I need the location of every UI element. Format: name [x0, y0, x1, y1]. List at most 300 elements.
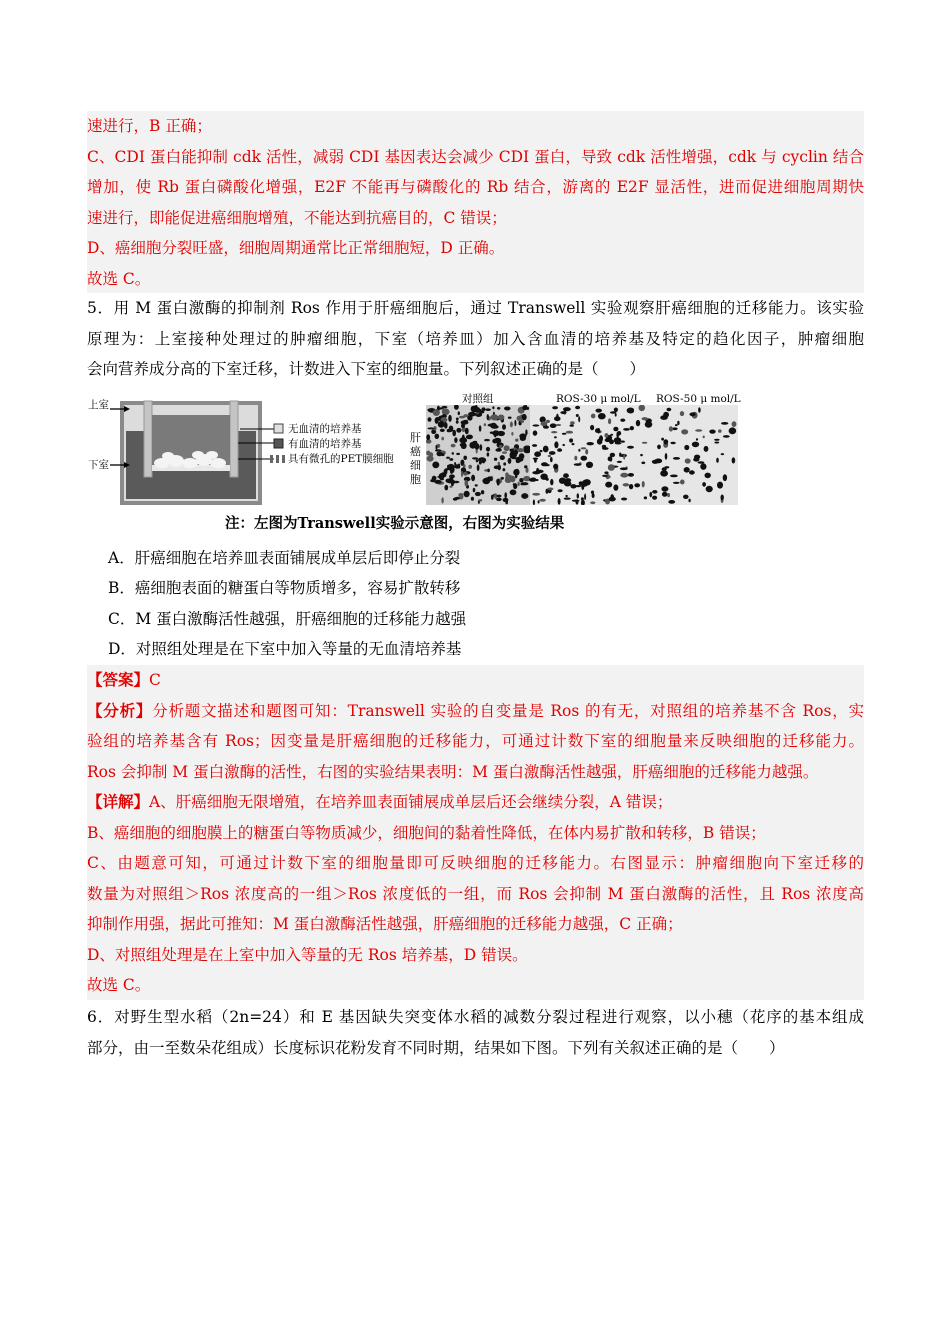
cell-mark: [621, 498, 627, 501]
text-line: C、CDI 蛋白能抑制 cdk 活性，减弱 CDI 基因表达会减少 CDI 蛋白，导致 cdk 活性增强，cdk 与 cyclin 结合: [87, 147, 864, 166]
cell-mark: [627, 408, 635, 414]
cell-mark: [443, 411, 450, 414]
cell-mark: [521, 493, 528, 499]
cell-mark: [427, 427, 434, 429]
text-line: C、由题意可知，可通过计数下室的细胞量即可反映细胞的迁移能力。右图显示：肿瘤细胞向下室迁移的: [87, 854, 864, 872]
cell-mark: [604, 471, 608, 474]
cell-mark: [497, 495, 502, 498]
cell-mark: [459, 437, 467, 443]
cell-mark: [570, 424, 574, 426]
cell-mark: [487, 452, 490, 456]
cell-mark: [513, 483, 516, 485]
cell-mark: [709, 430, 715, 434]
cell-mark: [602, 475, 608, 477]
cell-mark: [563, 473, 569, 478]
cell-mark: [504, 407, 511, 411]
cell-mark: [476, 459, 479, 462]
cell-mark: [721, 495, 724, 501]
cell-mark: [461, 471, 463, 477]
cell-mark: [669, 426, 673, 431]
cell-mark: [598, 413, 606, 419]
cell-mark: [499, 445, 502, 449]
cell-mark: [434, 480, 442, 484]
cell-mark: [513, 469, 519, 476]
column-label-ros30: ROS-30 μ mol/L: [556, 393, 641, 405]
legend-serum: 有血清的培养基: [288, 438, 362, 450]
cell-mark: [644, 496, 647, 499]
option-a: A．肝癌细胞在培养皿表面铺展成单层后即停止分裂: [108, 549, 461, 567]
cell-mark: [570, 484, 576, 488]
micrograph-panels: [426, 405, 738, 505]
cell-mark: [596, 409, 602, 413]
text-line: 抑制作用强，据此可推知：M 蛋白激酶活性越强，肝癌细胞的迁移能力越强，C 正确；: [87, 915, 683, 933]
cell-mark: [604, 433, 608, 438]
cell-mark: [610, 434, 613, 436]
text-line: Ros 会抑制 M 蛋白激酶的活性，右图的实验结果表明：M 蛋白激酶活性越强，肝癌细胞的迁移能力越强。: [87, 762, 819, 781]
cell-mark: [554, 436, 557, 438]
cell-mark: [532, 493, 540, 496]
cell-mark: [548, 455, 551, 457]
cell-mark: [447, 429, 452, 432]
cell-mark: [491, 425, 499, 429]
cell-mark: [540, 417, 545, 422]
text-line: D、对照组处理是在上室中加入等量的无 Ros 培养基，D 错误。: [87, 945, 528, 964]
cell-mark: [630, 426, 634, 430]
cell-mark: [487, 469, 490, 473]
cell-mark: [723, 474, 727, 481]
cell-mark: [556, 424, 562, 426]
cell-mark: [545, 478, 548, 480]
cell-mark: [520, 420, 524, 423]
legend-no-serum: 无血清的培养基: [288, 423, 362, 435]
cell-mark: [481, 490, 484, 494]
transwell-schematic: [88, 393, 408, 505]
cell-mark: [451, 482, 454, 486]
cell-mark: [532, 444, 537, 447]
cell-mark: [515, 439, 518, 442]
cell-mark: [581, 447, 587, 449]
cell-mark: [446, 457, 450, 459]
cell-mark: [525, 429, 527, 435]
cell-mark: [599, 435, 603, 442]
cell-mark: [534, 458, 537, 463]
cell-mark: [661, 486, 668, 491]
cell-mark: [522, 405, 527, 410]
cell-mark: [465, 480, 469, 487]
cell-mark: [608, 457, 612, 462]
cell-mark: [577, 493, 579, 498]
answer-continuation-block: [87, 111, 864, 293]
cell-mark: [703, 436, 705, 439]
cell-mark: [531, 478, 536, 481]
column-label-control: 对照组: [462, 393, 494, 405]
cell-mark: [578, 449, 580, 452]
cell-mark: [621, 441, 625, 443]
cell-mark: [441, 497, 443, 503]
question-6-stem: [87, 1002, 864, 1063]
option-d: D．对照组处理是在下室中加入等量的无血清培养基: [108, 640, 462, 658]
cell-mark: [623, 454, 625, 460]
cell-mark: [578, 416, 580, 422]
cell-mark: [433, 409, 440, 416]
cell-mark: [539, 499, 545, 502]
cell-mark: [505, 475, 513, 482]
cell-mark: [458, 411, 460, 415]
cell-mark: [451, 444, 456, 448]
cell-mark: [661, 438, 664, 441]
cell-mark: [670, 475, 678, 478]
cell-mark: [468, 465, 472, 469]
cell-mark: [436, 445, 438, 450]
detail-text: A、肝癌细胞无限增殖，在培养皿表面铺展成单层后还会继续分裂，A 错误；: [149, 793, 673, 811]
cell-mark: [704, 446, 709, 452]
cell-mark: [645, 421, 653, 427]
answer-value: C: [149, 671, 161, 689]
cell-mark: [479, 444, 482, 450]
cell-mark: [463, 456, 467, 460]
cell-mark: [692, 442, 699, 448]
cell-mark: [502, 451, 507, 453]
cell-mark: [700, 463, 706, 470]
cell-mark: [541, 462, 548, 466]
cell-mark: [472, 457, 478, 459]
cell-mark: [584, 494, 586, 501]
cell-mark: [467, 415, 472, 420]
cell-mark: [519, 478, 523, 483]
cell-mark: [465, 428, 469, 435]
cell-mark: [486, 447, 490, 452]
cell-mark: [634, 483, 640, 487]
analysis-line: [87, 696, 864, 727]
cell-mark: [464, 491, 470, 497]
cell-mark: [460, 443, 465, 447]
cell-mark: [507, 475, 509, 480]
cell-mark: [717, 482, 723, 489]
cell-mark: [549, 451, 556, 455]
cell-mark: [562, 444, 565, 446]
cell-mark: [519, 453, 525, 459]
cell-mark: [498, 462, 500, 465]
cell-mark: [479, 425, 482, 431]
cell-mark: [485, 408, 491, 411]
text-line: D、癌细胞分裂旺盛，细胞周期通常比正常细胞短，D 正确。: [87, 239, 505, 257]
cell-mark: [494, 458, 497, 461]
cell-mark: [613, 484, 618, 490]
cell-mark: [570, 421, 575, 424]
cell-mark: [553, 464, 558, 470]
cell-mark: [564, 481, 571, 487]
cell-mark: [566, 431, 574, 434]
cell-mark: [565, 495, 567, 497]
cell-mark: [563, 407, 571, 411]
cell-mark: [714, 439, 719, 441]
cell-mark: [551, 431, 557, 433]
cell-mark: [454, 437, 457, 443]
cell-mark: [547, 488, 553, 491]
cell-mark: [456, 418, 459, 421]
cell-mark: [681, 429, 688, 434]
cell-mark: [652, 496, 657, 500]
cell-mark: [441, 421, 444, 425]
cell-mark: [550, 423, 557, 428]
cell-mark: [614, 408, 618, 413]
cell-mark: [550, 479, 553, 485]
cell-mark: [564, 497, 571, 499]
cell-mark: [667, 408, 672, 411]
cell-mark: [517, 448, 524, 452]
cell-mark: [585, 449, 588, 455]
cell-mark: [591, 414, 596, 419]
cell-mark: [491, 495, 494, 500]
cell-mark: [487, 476, 493, 481]
cell-mark: [718, 429, 722, 432]
cell-mark: [597, 428, 600, 434]
cell-mark: [521, 482, 529, 485]
cell-mark: [617, 461, 622, 463]
cell-mark: [543, 446, 549, 453]
cell-mark: [639, 405, 646, 411]
cell-mark: [591, 491, 594, 495]
cell-mark: [496, 498, 502, 502]
cell-mark: [522, 414, 527, 420]
cell-mark: [558, 489, 563, 492]
cell-mark: [534, 451, 541, 457]
cell-mark: [461, 420, 469, 424]
cell-mark: [667, 493, 670, 497]
cell-mark: [586, 462, 593, 468]
cell-mark: [497, 407, 500, 410]
cell-mark: [502, 424, 506, 430]
cell-mark: [619, 453, 621, 457]
cell-mark: [562, 433, 567, 435]
cell-mark: [705, 473, 711, 479]
text-line: 会向营养成分高的下室迁移，计数进入下室的细胞量。下列叙述正确的是（ ）: [87, 360, 646, 378]
cell-mark: [581, 456, 588, 461]
cell-mark: [524, 465, 527, 468]
text-line: 故选 C。: [87, 976, 151, 994]
cell-mark: [694, 455, 700, 460]
row-label-liver-cancer-cells: 肝癌细胞: [410, 431, 421, 486]
cell-mark: [608, 464, 615, 471]
cell-mark: [471, 497, 474, 501]
cell-mark: [587, 442, 594, 445]
cell-mark: [444, 485, 448, 491]
option-c: C．M 蛋白激酶活性越强，肝癌细胞的迁移能力越强: [108, 610, 467, 628]
cell-mark: [696, 438, 698, 441]
cell-mark: [716, 458, 719, 463]
cell-mark: [487, 414, 489, 420]
cell-mark: [572, 500, 580, 502]
cell-mark: [642, 417, 649, 420]
text-line: 数量为对照组＞Ros 浓度高的一组＞Ros 浓度低的一组，而 Ros 会抑制 M 蛋白激酶的活性，且 Ros 浓度高: [87, 884, 864, 903]
cell-mark: [511, 456, 516, 459]
text-line: 速进行，B 正确；: [87, 117, 212, 135]
cell-mark: [608, 418, 611, 424]
cell-mark: [449, 474, 455, 478]
text-line: 5．用 M 蛋白激酶的抑制剂 Ros 作用于肝癌细胞后，通过 Transwell 实验观察肝癌细胞的迁移能力。该实验: [87, 299, 864, 317]
cell-mark: [475, 405, 478, 411]
cell-mark: [706, 486, 713, 492]
cell-mark: [480, 411, 485, 414]
cell-mark: [723, 435, 730, 438]
cell-mark: [627, 446, 634, 449]
cell-mark: [459, 416, 465, 419]
cell-mark: [673, 457, 680, 460]
cell-mark: [675, 424, 678, 426]
cell-mark: [478, 499, 482, 502]
cell-mark: [510, 422, 513, 428]
cell-mark: [463, 472, 468, 476]
cell-mark: [452, 452, 454, 455]
text-line: 速进行，即能促进癌细胞增殖，不能达到抗癌目的，C 错误；: [87, 208, 507, 227]
text-line: 6．对野生型水稻（2n=24）和 E 基因缺失突变体水稻的减数分裂过程进行观察，以小穗（花序的基本组成: [87, 1008, 864, 1026]
cell-mark: [479, 461, 482, 465]
cell-mark: [523, 446, 531, 451]
analysis-text: 分析题文描述和题图可知：Transwell 实验的自变量是 Ros 的有无，对照组的培养基不含 Ros，实: [152, 701, 864, 720]
option-b: B．癌细胞表面的糖蛋白等物质增多，容易扩散转移: [108, 579, 461, 597]
cell-mark: [503, 462, 506, 465]
cell-mark: [508, 417, 512, 419]
cell-mark: [602, 445, 606, 448]
cell-mark: [520, 436, 526, 441]
cell-mark: [501, 477, 504, 480]
cell-mark: [492, 406, 494, 409]
cell-mark: [613, 427, 618, 432]
cell-mark: [540, 450, 543, 452]
cell-mark: [435, 434, 440, 439]
cell-mark: [683, 495, 689, 499]
cell-mark: [471, 475, 475, 482]
cell-mark: [448, 415, 452, 422]
cell-mark: [620, 419, 625, 422]
cell-mark: [663, 412, 669, 418]
cell-mark: [688, 499, 690, 503]
cell-mark: [673, 482, 680, 484]
cell-mark: [511, 432, 513, 436]
cell-mark: [560, 411, 566, 414]
cell-mark: [484, 423, 486, 426]
cell-mark: [732, 457, 736, 463]
cell-mark: [641, 462, 645, 465]
lower-chamber-label: 下室: [88, 459, 109, 471]
cell-mark: [569, 438, 573, 442]
text-line: 故选 C。: [87, 269, 151, 288]
cell-mark: [451, 466, 454, 473]
cell-mark: [475, 492, 481, 496]
cell-mark: [500, 455, 505, 460]
cell-mark: [447, 465, 450, 469]
cell-mark: [456, 420, 459, 423]
cell-mark: [557, 448, 562, 452]
cell-mark: [473, 488, 476, 492]
answer-tag: 【答案】: [87, 670, 150, 689]
cell-mark: [671, 442, 676, 444]
cell-mark: [698, 461, 705, 463]
cell-mark: [615, 413, 617, 417]
cell-mark: [677, 421, 679, 425]
cell-mark: [508, 458, 512, 464]
cell-mark: [684, 467, 690, 473]
cell-mark: [493, 430, 500, 436]
cell-mark: [572, 443, 575, 445]
figure-note: 注：左图为Transwell实验示意图，右图为实验结果: [225, 515, 565, 532]
cell-mark: [437, 452, 443, 457]
cell-mark: [514, 420, 516, 426]
cell-mark: [550, 457, 553, 462]
cell-mark: [459, 493, 463, 500]
cell-mark: [642, 481, 645, 487]
cell-mark: [467, 435, 473, 440]
cell-mark: [497, 479, 500, 486]
cell-mark: [504, 492, 507, 498]
cell-mark: [665, 466, 670, 468]
cell-mark: [652, 490, 657, 494]
cell-mark: [430, 479, 435, 482]
cell-mark: [623, 483, 630, 486]
cell-mark: [532, 424, 539, 426]
cell-mark: [636, 420, 640, 426]
analysis-tag: 【分析】: [87, 700, 153, 720]
detail-line: [87, 787, 864, 818]
cell-mark: [491, 414, 499, 420]
cell-mark: [440, 478, 444, 480]
cell-mark: [662, 492, 668, 497]
cell-mark: [640, 454, 643, 456]
question-5-stem: [87, 293, 864, 385]
cell-mark: [714, 442, 719, 444]
cell-mark: [732, 421, 737, 427]
cell-mark: [452, 430, 456, 437]
cell-mark: [445, 468, 449, 471]
cell-mark: [657, 445, 661, 450]
detail-tag: 【详解】: [87, 792, 150, 811]
cell-mark: [721, 453, 724, 455]
cell-mark: [649, 492, 652, 498]
cell-mark: [660, 470, 668, 476]
cell-mark: [441, 437, 444, 441]
answer-explanation-block: [87, 665, 864, 1000]
cell-mark: [615, 442, 622, 444]
cell-mark: [498, 415, 505, 421]
cell-mark: [729, 428, 737, 435]
cell-mark: [628, 473, 634, 477]
cell-mark: [444, 422, 448, 429]
text-line: 验组的培养基含有 Ros；因变量是肝癌细胞的迁移能力，可通过计数下室的细胞量来反映细胞的迁移能力。: [87, 732, 864, 750]
cell-mark: [689, 412, 695, 416]
cell-mark: [446, 479, 452, 483]
cell-mark: [536, 468, 539, 474]
cell-mark: [685, 458, 691, 463]
legend-pet-membrane: 具有微孔的PET膜细胞: [288, 453, 394, 465]
cell-mark: [665, 453, 668, 460]
cell-mark: [554, 416, 561, 421]
cell-mark: [552, 406, 558, 409]
cell-mark: [473, 441, 478, 444]
cell-mark: [463, 464, 466, 468]
cell-mark: [642, 442, 647, 444]
cell-mark: [432, 462, 439, 469]
cell-mark: [494, 465, 500, 469]
cell-mark: [574, 456, 577, 461]
cell-mark: [456, 428, 461, 433]
cell-mark: [620, 473, 628, 478]
cell-mark: [576, 414, 579, 417]
cell-mark: [698, 407, 701, 413]
text-line: B、癌细胞的细胞膜上的糖蛋白等物质减少，细胞间的黏着性降低，在体内易扩散和转移，B 错误；: [87, 823, 766, 842]
cell-mark: [721, 422, 728, 425]
cell-mark: [504, 445, 510, 451]
cell-mark: [426, 434, 430, 440]
